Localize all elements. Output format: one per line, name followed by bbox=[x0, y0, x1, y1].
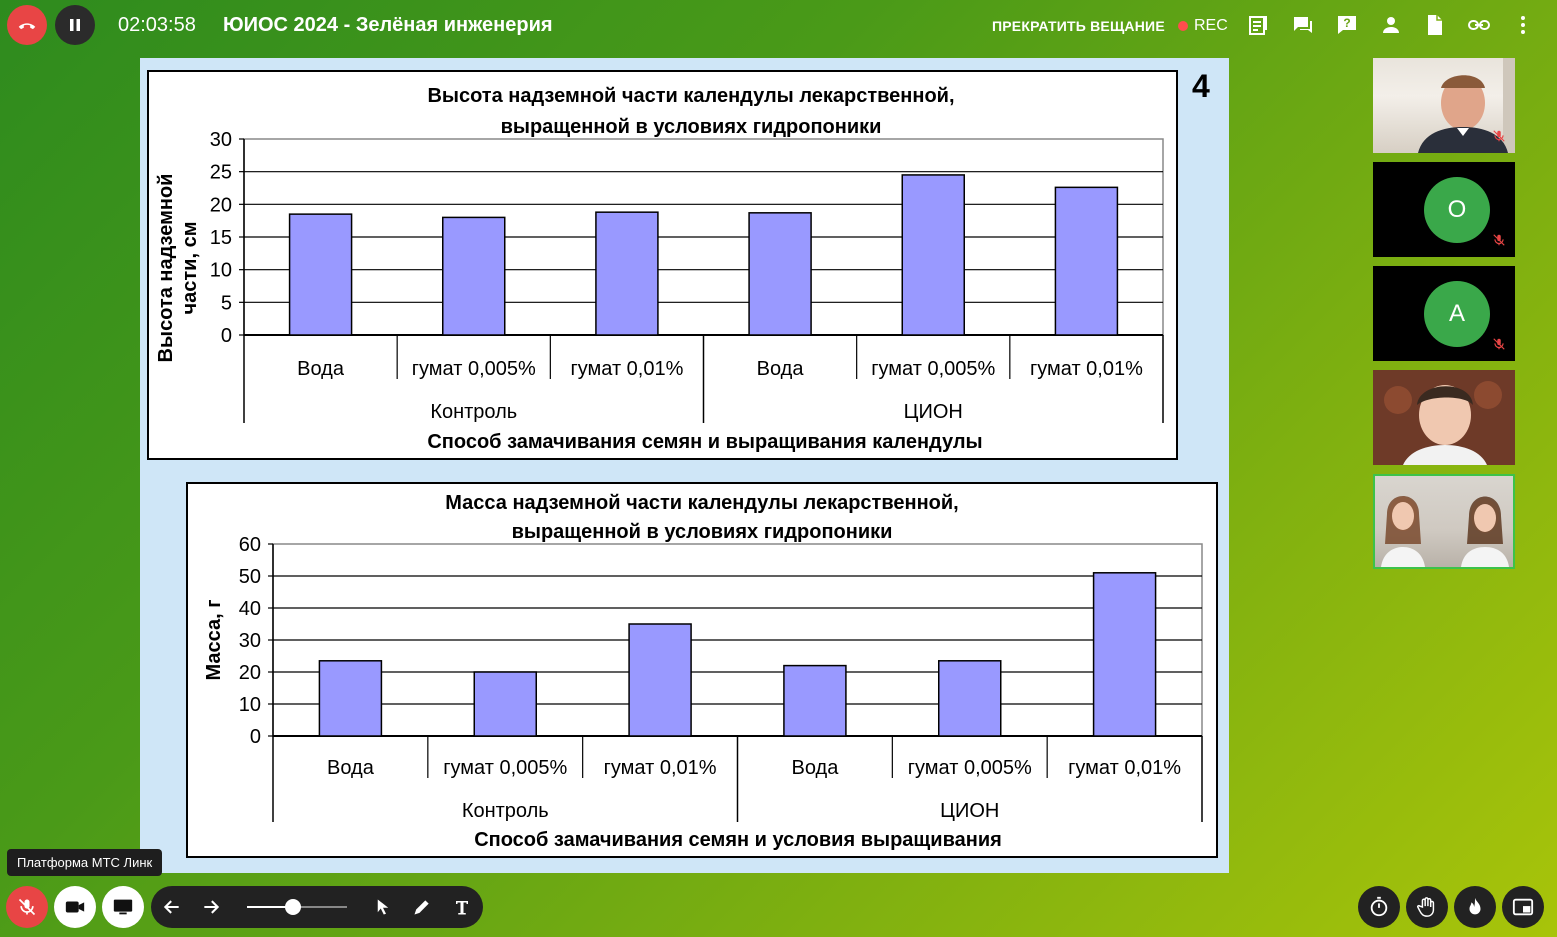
rec-indicator[interactable] bbox=[1178, 17, 1228, 35]
bar bbox=[474, 672, 536, 736]
x-category-label: Вода bbox=[791, 757, 839, 779]
more-button[interactable] bbox=[1510, 12, 1536, 38]
x-category-label: гумат 0,01% bbox=[603, 757, 717, 779]
mass-chart bbox=[186, 482, 1218, 858]
bar bbox=[290, 214, 352, 335]
arrow-left-icon bbox=[162, 897, 182, 917]
platform-tooltip: Платформа МТС Линк bbox=[7, 849, 162, 876]
chat-icon bbox=[1291, 13, 1315, 37]
bar bbox=[784, 666, 846, 736]
arrow-right-icon bbox=[201, 897, 221, 917]
chart-title-line-2: выращенной в условиях гидропоники bbox=[511, 521, 893, 543]
bar bbox=[749, 213, 811, 335]
y-tick-label: 20 bbox=[238, 662, 261, 684]
y-tick-label: 30 bbox=[238, 630, 261, 652]
chart-title-line-1: Масса надземной части календулы лекарственной, bbox=[445, 492, 959, 514]
stopwatch-icon bbox=[1368, 896, 1390, 918]
y-tick-label: 25 bbox=[209, 161, 232, 184]
x-group-label: Контроль bbox=[461, 800, 549, 822]
y-tick-label: 0 bbox=[249, 726, 261, 748]
stop-broadcast-button[interactable]: ПРЕКРАТИТЬ ВЕЩАНИЕ bbox=[992, 18, 1165, 34]
svg-text:?: ? bbox=[1343, 16, 1351, 30]
x-group-label: ЦИОН bbox=[903, 401, 963, 423]
next-slide-button[interactable] bbox=[198, 894, 224, 920]
height-chart bbox=[147, 70, 1178, 460]
y-tick-label: 10 bbox=[209, 259, 232, 282]
y-tick-label: 0 bbox=[220, 325, 232, 347]
participant-video-5 bbox=[1375, 476, 1513, 567]
person-icon bbox=[1379, 13, 1403, 37]
y-axis-title-line-1: Высота надземной bbox=[155, 173, 177, 363]
y-tick-label: 20 bbox=[209, 194, 232, 217]
rec-label: REC bbox=[1194, 17, 1228, 34]
text-icon bbox=[453, 898, 471, 916]
height-chart-svg bbox=[149, 72, 1176, 458]
end-call-button[interactable] bbox=[7, 5, 47, 45]
x-axis-title: Способ замачивания семян и выращивания календулы bbox=[427, 431, 983, 453]
x-category-label: Вода bbox=[756, 358, 804, 380]
x-category-label: гумат 0,01% bbox=[570, 358, 684, 380]
bar bbox=[939, 661, 1001, 736]
x-axis-title: Способ замачивания семян и условия выращивания bbox=[474, 829, 1002, 851]
x-category-label: Вода bbox=[327, 757, 374, 779]
bar bbox=[1094, 573, 1156, 736]
x-group-label: ЦИОН bbox=[940, 800, 1000, 822]
camera-icon bbox=[64, 896, 86, 918]
phone-hangup-icon bbox=[16, 14, 38, 36]
pen-tool-button[interactable] bbox=[409, 894, 435, 920]
avatar: О bbox=[1424, 177, 1490, 243]
y-axis-title bbox=[203, 599, 225, 680]
raise-hand-button[interactable] bbox=[1406, 886, 1448, 928]
x-category-label: гумат 0,01% bbox=[1029, 358, 1143, 380]
cursor-icon bbox=[374, 897, 392, 917]
bar bbox=[629, 624, 691, 736]
chart-title-line-1: Высота надземной части календулы лекарственной, bbox=[427, 85, 955, 107]
slide-number: 4 bbox=[1192, 68, 1210, 104]
top-bar bbox=[0, 0, 1557, 52]
x-group-label: Контроль bbox=[430, 401, 518, 423]
screen-share-icon bbox=[112, 896, 134, 918]
y-tick-label: 15 bbox=[209, 227, 232, 249]
bar bbox=[596, 212, 658, 335]
mic-off-icon bbox=[1492, 129, 1506, 143]
text-tool-button[interactable] bbox=[449, 894, 475, 920]
link-icon bbox=[1467, 13, 1491, 37]
x-category-label: гумат 0,005% bbox=[443, 757, 568, 779]
pause-icon bbox=[67, 17, 83, 33]
mic-off-icon bbox=[1492, 233, 1506, 247]
x-category-label: гумат 0,005% bbox=[907, 757, 1032, 779]
pen-icon bbox=[412, 897, 432, 917]
participant-tile-3[interactable] bbox=[1373, 266, 1515, 361]
y-axis-title-line-2: части, см bbox=[179, 221, 201, 315]
mic-off-icon bbox=[1492, 337, 1506, 351]
y-tick-label: 30 bbox=[209, 129, 232, 151]
more-vertical-icon bbox=[1511, 13, 1535, 37]
zoom-slider-thumb[interactable] bbox=[285, 899, 301, 915]
reactions-button[interactable] bbox=[1454, 886, 1496, 928]
y-tick-label: 5 bbox=[220, 292, 232, 315]
participant-tile-5[interactable] bbox=[1373, 474, 1515, 569]
x-category-label: гумат 0,005% bbox=[411, 358, 536, 380]
y-axis-title bbox=[155, 174, 201, 363]
mass-chart-svg bbox=[188, 484, 1216, 856]
y-tick-label: 10 bbox=[238, 694, 261, 716]
x-category-label: гумат 0,005% bbox=[871, 358, 996, 380]
notes-button[interactable] bbox=[1246, 12, 1272, 38]
previous-slide-button[interactable] bbox=[159, 894, 185, 920]
raise-hand-icon bbox=[1416, 896, 1438, 918]
camera-toggle[interactable] bbox=[54, 886, 96, 928]
pip-button[interactable] bbox=[1502, 886, 1544, 928]
question-icon bbox=[1335, 13, 1359, 37]
bar bbox=[443, 217, 505, 335]
files-button[interactable] bbox=[1422, 12, 1448, 38]
rec-dot-icon bbox=[1178, 21, 1188, 31]
mic-off-icon bbox=[17, 897, 37, 917]
y-tick-label: 40 bbox=[238, 598, 261, 620]
document-icon bbox=[1423, 13, 1447, 37]
chat-button[interactable] bbox=[1290, 12, 1316, 38]
presentation-slide bbox=[140, 58, 1229, 873]
presentation-toolbar bbox=[151, 886, 483, 928]
reaction-icon bbox=[1464, 896, 1486, 918]
microphone-toggle[interactable] bbox=[6, 886, 48, 928]
timer-button[interactable] bbox=[1358, 886, 1400, 928]
session-timer: 02:03:58 bbox=[118, 14, 196, 36]
chart-title-line-2: выращенной в условиях гидропоники bbox=[500, 116, 882, 138]
bar bbox=[902, 175, 964, 335]
x-category-label: Вода bbox=[297, 358, 344, 380]
questions-button[interactable] bbox=[1334, 12, 1360, 38]
link-button[interactable] bbox=[1466, 12, 1492, 38]
event-title: ЮИОС 2024 - Зелёная инженерия bbox=[223, 14, 553, 36]
avatar: А bbox=[1424, 281, 1490, 347]
participants-button[interactable] bbox=[1378, 12, 1404, 38]
pause-button[interactable] bbox=[55, 5, 95, 45]
y-axis-title-line-1: Масса, г bbox=[203, 599, 225, 681]
screen-share-toggle[interactable] bbox=[102, 886, 144, 928]
participant-tile-2[interactable] bbox=[1373, 162, 1515, 257]
zoom-slider-remaining bbox=[301, 906, 347, 908]
participant-video-4 bbox=[1373, 370, 1515, 465]
bar bbox=[1055, 187, 1117, 335]
y-tick-label: 50 bbox=[238, 566, 261, 588]
x-category-label: гумат 0,01% bbox=[1068, 757, 1182, 779]
picture-in-picture-icon bbox=[1512, 896, 1534, 918]
y-tick-label: 60 bbox=[238, 534, 261, 556]
participant-tile-1[interactable] bbox=[1373, 58, 1515, 153]
bar bbox=[319, 661, 381, 736]
participant-tile-4[interactable] bbox=[1373, 370, 1515, 465]
notes-icon bbox=[1247, 13, 1271, 37]
pointer-tool-button[interactable] bbox=[370, 894, 396, 920]
